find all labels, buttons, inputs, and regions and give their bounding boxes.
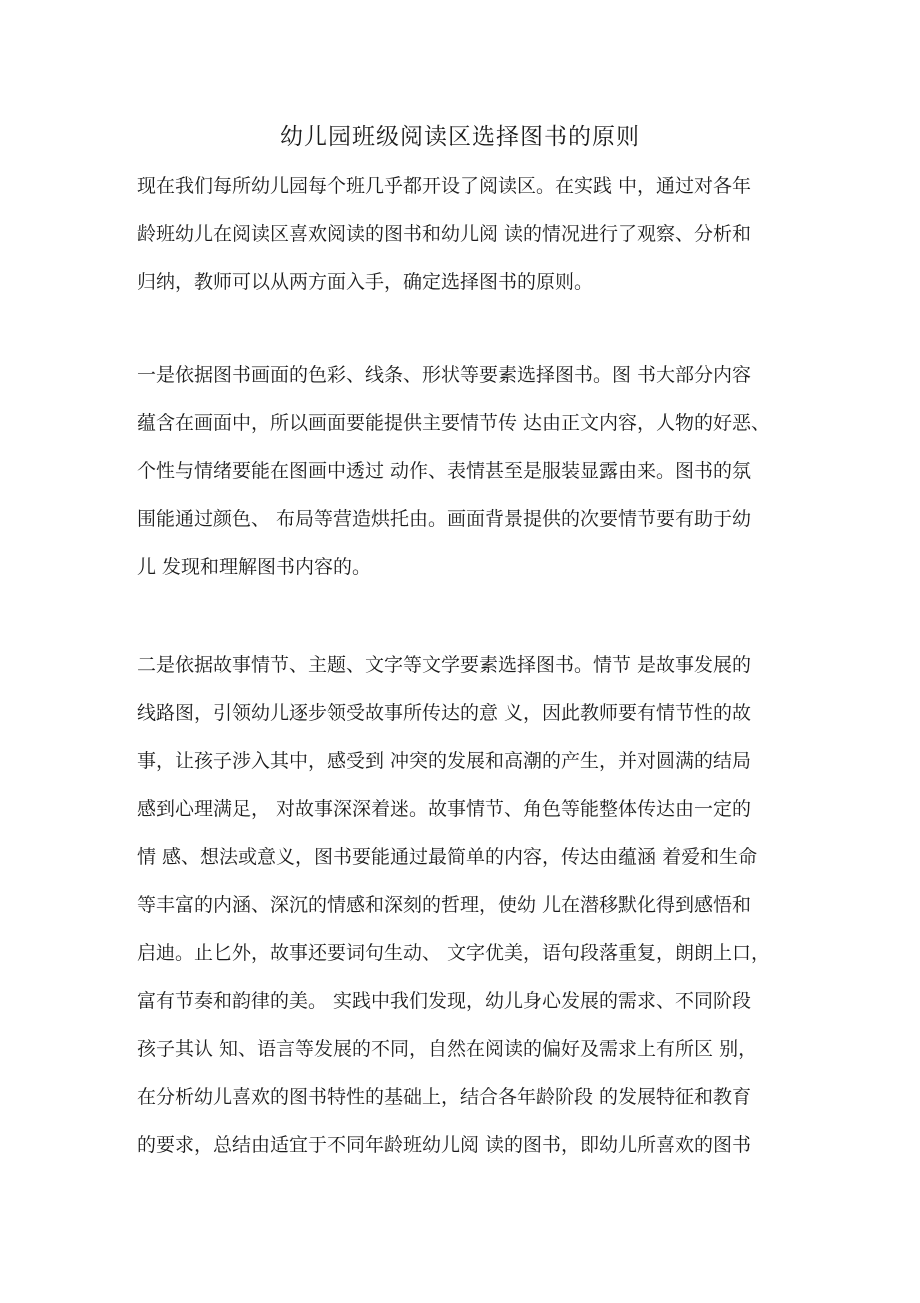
paragraph-3-line-9: 孩子其认 知、语言等发展的不同，自然在阅读的偏好及需求上有所区 别， (137, 1038, 758, 1060)
paragraph-2-line-1: 一是依据图书画面的色彩、线条、形状等要素选择图书。图 书大部分内容 (137, 364, 752, 386)
paragraph-3-line-10: 在分析幼儿喜欢的图书特性的基础上，结合各年龄阶段 的发展特征和教育 (137, 1086, 752, 1108)
paragraph-3-line-1: 二是依据故事情节、主题、文字等文学要素选择图书。情节 是故事发展的 (137, 654, 752, 676)
paragraph-3-line-8: 富有节奏和韵律的美。 实践中我们发现，幼儿身心发展的需求、不同阶段 (137, 990, 752, 1012)
paragraph-2-line-4: 围能通过颜色、 布局等营造烘托由。画面背景提供的次要情节要有助于幼 (137, 508, 752, 530)
document-title: 幼儿园班级阅读区选择图书的原则 (280, 124, 640, 150)
paragraph-3-line-3: 事，让孩子涉入其中，感受到 冲突的发展和高潮的产生，并对圆满的结局 (137, 750, 752, 772)
paragraph-1-line-1: 现在我们每所幼儿园每个班几乎都开设了阅读区。在实践 中，通过对各年 (137, 175, 752, 197)
paragraph-3-line-5: 情 感、想法或意义，图书要能通过最简单的内容，传达由蕴涵 着爱和生命 (137, 846, 758, 868)
paragraph-2-line-3: 个性与情绪要能在图画中透过 动作、表情甚至是服装显露由来。图书的氛 (137, 460, 752, 482)
paragraph-2-line-2: 蕴含在画面中，所以画面要能提供主要情节传 达由正文内容，人物的好恶、 (137, 412, 771, 434)
paragraph-3-line-4: 感到心理满足， 对故事深深着迷。故事情节、角色等能整体传达由一定的 (137, 798, 752, 820)
paragraph-1-line-3: 归纳，教师可以从两方面入手，确定选择图书的原则。 (137, 271, 594, 293)
paragraph-3-line-7: 启迪。止匕外，故事还要词句生动、 文字优美，语句段落重复，朗朗上口， (137, 942, 771, 964)
paragraph-3-line-6: 等丰富的内涵、深沉的情感和深刻的哲理，使幼 儿在潜移默化得到感悟和 (137, 894, 752, 916)
paragraph-3-line-11: 的要求，总结由适宜于不同年龄班幼儿阅 读的图书，即幼儿所喜欢的图书 (137, 1134, 752, 1156)
paragraph-3-line-2: 线路图，引领幼儿逐步领受故事所传达的意 义，因此教师要有情节性的故 (137, 702, 752, 724)
paragraph-2-line-5: 儿 发现和理解图书内容的。 (137, 556, 372, 578)
paragraph-1-line-2: 龄班幼儿在阅读区喜欢阅读的图书和幼儿阅 读的情况进行了观察、分析和 (137, 223, 752, 245)
